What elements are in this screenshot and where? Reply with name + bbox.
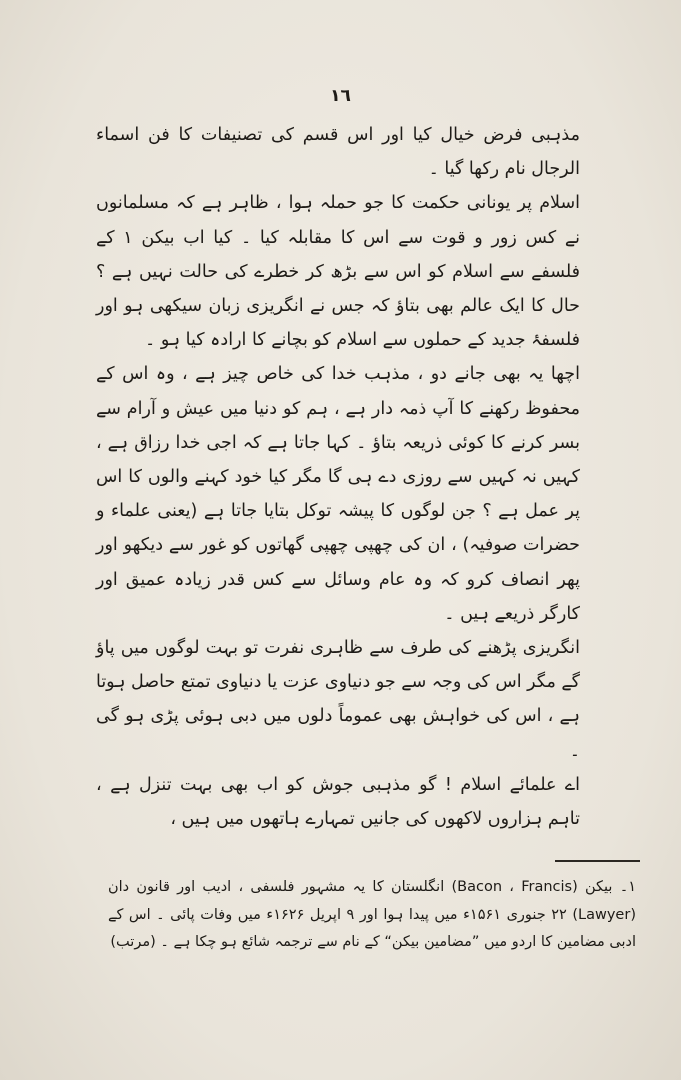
footnote <box>108 874 636 957</box>
paragraph: اچھا یہ بھی جانے دو ، مذہب خدا کی خاص چیز ہے ، وہ اس کے محفوظ رکھنے کا آپ ذمہ دار ہے ، ہم کو دنیا میں عیش و آرام سے بسر کرنے کا کوئی ذریعہ بتاؤ ۔ کہا جاتا ہے کہ اجی خدا رزاق ہے ، کہیں نہ کہیں سے روزی دے ہی گا مگر کیا خود کہنے والوں کا اس پر عمل ہے ؟ جن لوگوں کا پیشہ توکل بتایا جاتا ہے (یعنی علماء و حضرات صوفیہ) ، ان کی چھپی چھپی گھاتوں کو غور سے دیکھو اور پھر انصاف کرو کہ وہ عام وسائل سے کس قدر زیادہ عمیق اور کارگر ذریعے ہیں ۔ <box>96 364 580 624</box>
main-text <box>96 118 580 836</box>
footnote-divider <box>555 860 640 862</box>
footnote-text: ۱۔ بیکن (Bacon ، Francis) انگلستان کا یہ مشہور فلسفی ، ادیب اور قانون دان (Lawyer) ۲۲ جنوری ۱۵۶۱ء میں پیدا ہوا اور ۹ اپریل ۱۶۲۶ء میں وفات پائی ۔ اس کے ادبی مضامین کا اردو میں ”مضامین بیکن“ کے نام سے ترجمہ شائع ہو چکا ہے ۔ (مرتب) <box>108 879 636 950</box>
paragraph: اسلام پر یونانی حکمت کا جو حملہ ہوا ، ظاہر ہے کہ مسلمانوں نے کس زور و قوت سے اس کا مقابلہ کیا ۔ کیا اب بیکن ۱ کے فلسفے سے اسلام کو اس سے بڑھ کر خطرے کی حالت نہیں ہے ؟ حال کا ایک عالم بھی بتاؤ کہ جس نے انگریزی زبان سیکھی ہو اور فلسفۂ جدید کے حملوں سے اسلام کو بچانے کا ارادہ کیا ہو ۔ <box>96 193 580 351</box>
page-number: ١٦ <box>330 86 351 106</box>
paragraph: انگریزی پڑھنے کی طرف سے ظاہری نفرت تو بہت لوگوں میں پاؤ گے مگر اس کی وجہ سے جو دنیاوی عزت یا دنیاوی تمتع حاصل ہوتا ہے ، اس کی خواہش بھی عموماً دلوں میں دبی ہوئی پڑی ہو گی ۔ <box>95 638 580 761</box>
paragraph: مذہبی فرض خیال کیا اور اس قسم کی تصنیفات کا فن اسماء الرجال نام رکھا گیا ۔ <box>96 125 580 180</box>
paragraph: اے علمائے اسلام ! گو مذہبی جوش کو اب بھی بہت تنزل ہے ، تاہم ہزاروں لاکھوں کی جانیں تمہارے ہاتھوں میں ہیں ، <box>96 774 580 830</box>
